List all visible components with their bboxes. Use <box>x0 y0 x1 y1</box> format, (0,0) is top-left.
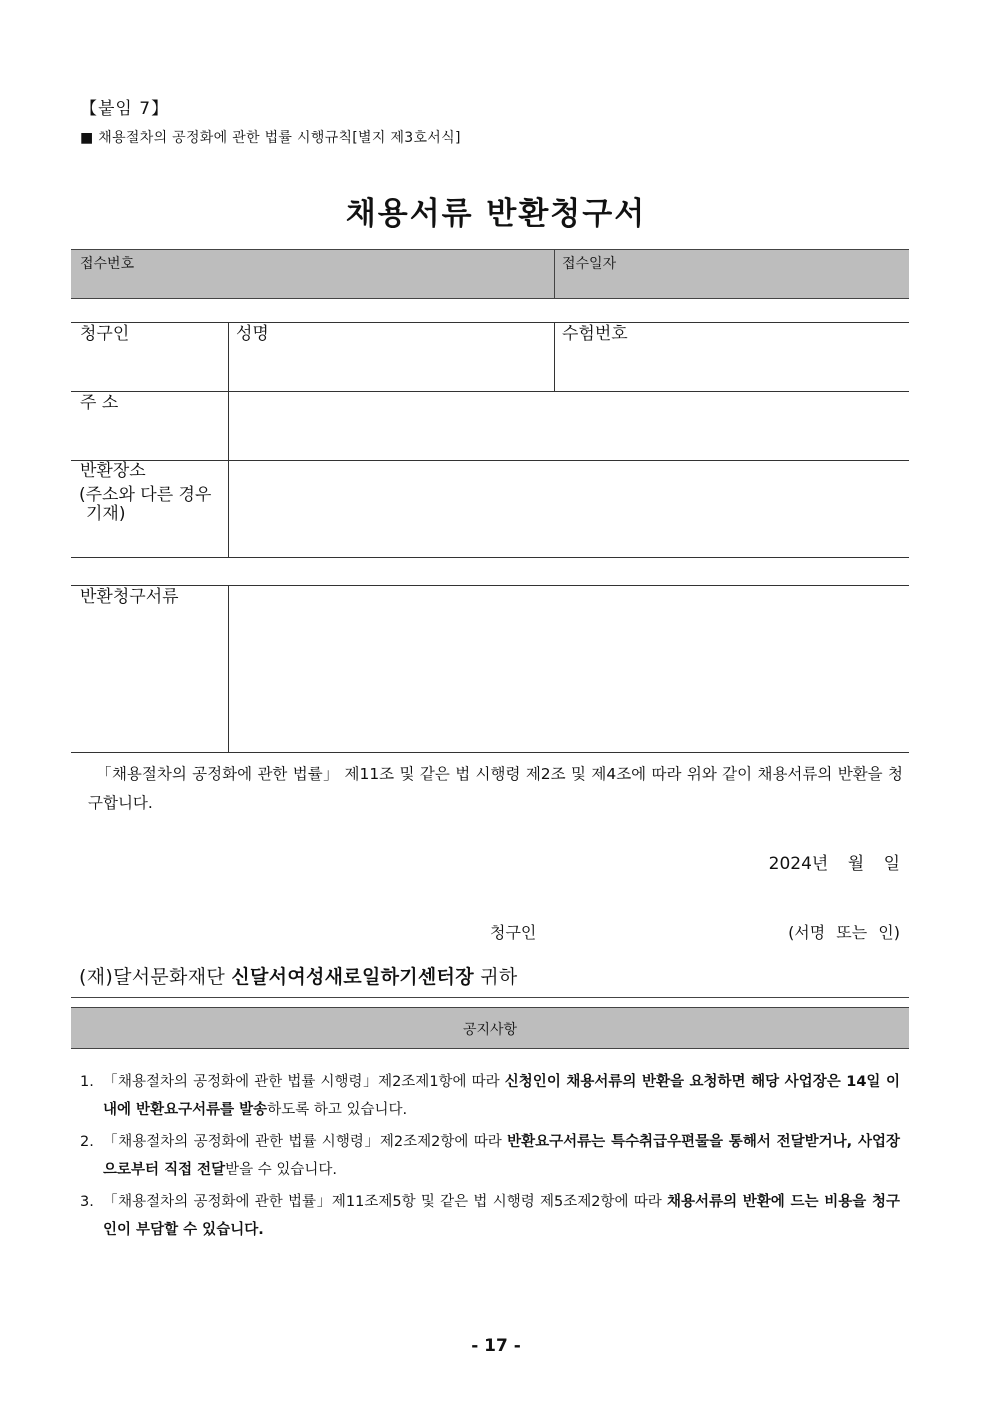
receipt-number-label: 접수번호 <box>80 256 135 272</box>
notice-item-emphasis: 채용서류의 반환에 드는 비용을 청구인이 부담할 수 있습니다. <box>103 1194 900 1238</box>
notice-item-number: 2. <box>80 1134 94 1150</box>
return-place-note: (주소와 다른 경우 <box>79 485 212 505</box>
page-title: 채용서류 반환청구서 <box>345 196 647 232</box>
addressee-org: (재)달서문화재단 <box>79 966 226 988</box>
notice-item <box>80 1128 900 1184</box>
rule-note: ■ 채용절차의 공정화에 관한 법률 시행규칙[별지 제3호서식] <box>80 130 461 146</box>
return-place-field[interactable] <box>229 461 908 556</box>
notice-item-emphasis: 신청인이 채용서류의 반환을 요청하면 해당 사업장은 14일 이내에 반환요구서류를 발송 <box>103 1074 900 1118</box>
notice-item-text: 「채용절차의 공정화에 관한 법률 시행령」제2조제2항에 따라 <box>103 1134 508 1150</box>
notice-item <box>80 1188 900 1244</box>
receipt-divider <box>554 250 555 298</box>
address-field[interactable] <box>229 392 908 459</box>
address-label: 주 소 <box>80 393 119 413</box>
requested-docs-label: 반환청구서류 <box>80 587 179 607</box>
addressee-center: 신달서여성새로일하기센터장 <box>231 966 474 988</box>
notice-item-text: 하도록 하고 있습니다. <box>267 1102 408 1118</box>
table-rule <box>71 752 909 753</box>
exam-number-field[interactable] <box>555 345 908 390</box>
applicant-label: 청구인 <box>80 324 130 344</box>
receipt-date-label: 접수일자 <box>562 256 617 272</box>
attachment-label: 【붙임 7】 <box>80 99 170 119</box>
signature-hint: (서명 또는 인) <box>788 923 900 942</box>
page-number: - 17 - <box>471 1336 521 1356</box>
notice-header <box>71 1007 909 1049</box>
notice-item-text: 「채용절차의 공정화에 관한 법률」제11조제5항 및 같은 법 시행령 제5조제2항에 따라 <box>103 1194 668 1210</box>
notice-item-number: 1. <box>80 1074 94 1090</box>
receipt-box <box>71 249 909 299</box>
applicant-sign-label: 청구인 <box>490 923 537 942</box>
addressee-suffix: 귀하 <box>480 966 518 988</box>
name-label: 성명 <box>236 324 269 344</box>
return-place-label: 반환장소 <box>80 461 146 481</box>
notice-item-text: 받을 수 있습니다. <box>225 1162 338 1178</box>
notice-item <box>80 1068 900 1124</box>
table-rule <box>71 322 909 323</box>
notice-header-label: 공지사항 <box>462 1022 518 1038</box>
name-field[interactable] <box>229 345 553 390</box>
request-date: 2024년 월 일 <box>768 854 900 874</box>
requested-docs-field[interactable] <box>229 586 908 751</box>
notice-item-emphasis: 반환요구서류는 특수취급우편물을 통해서 전달받거나, 사업장으로부터 직접 전달 <box>103 1134 901 1178</box>
table-rule <box>71 557 909 558</box>
return-place-note: 기재) <box>86 504 126 524</box>
divider <box>71 997 909 998</box>
exam-number-label: 수험번호 <box>562 324 628 344</box>
request-statement: 「채용절차의 공정화에 관한 법률」 제11조 및 같은 법 시행령 제2조 및 제4조에 따라 위와 같이 채용서류의 반환을 청구합니다. <box>88 765 903 812</box>
notice-list <box>80 1068 900 1248</box>
addressee <box>79 962 518 989</box>
notice-item-number: 3. <box>80 1194 94 1210</box>
notice-item-text: 「채용절차의 공정화에 관한 법률 시행령」제2조제1항에 따라 <box>103 1074 505 1090</box>
